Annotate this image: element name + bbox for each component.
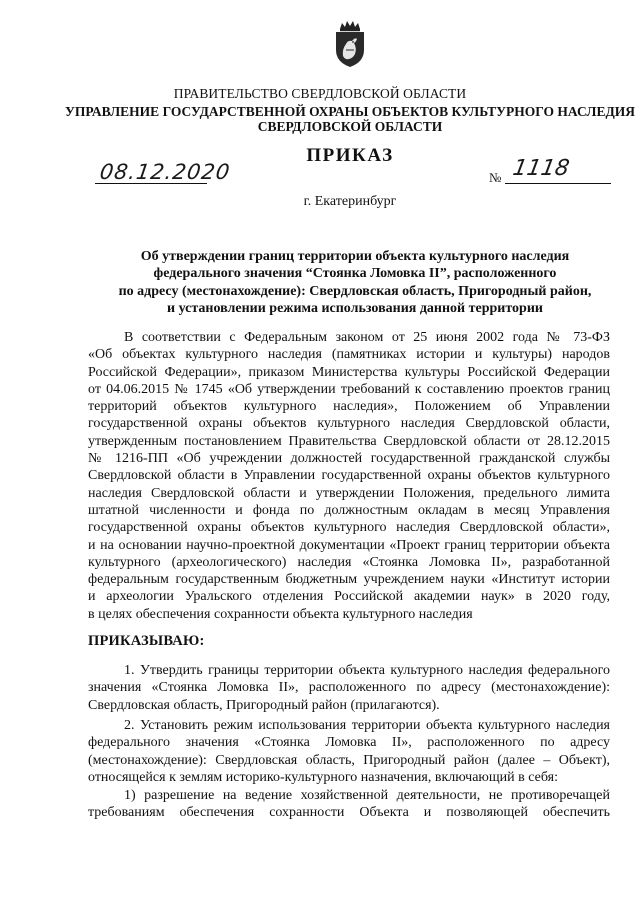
preamble-line: и археологии Уральского отделения Российской академии наук» в 2020 году, [88,589,610,605]
number-label: № [489,170,502,185]
subject-line: федерального значения “Стоянка Ломовка II”, расположенного [153,266,557,282]
preamble-line: утвержденным постановлением Правительства Свердловской области от 28.12.2015 [88,433,610,449]
department-line: УПРАВЛЕНИЕ ГОСУДАРСТВЕННОЙ ОХРАНЫ ОБЪЕКТОВ КУЛЬТУРНОГО НАСЛЕДИЯ [64,104,636,119]
order-subject [90,248,620,317]
preamble-line: государственной охраны объектов культурного наследия Свердловской области, [88,416,610,432]
number-underline [505,183,611,184]
coat-of-arms-icon [333,20,367,68]
department-name [60,104,640,134]
preamble-line: штатной численности и фонда по должностным окладам в месяц Управления [88,502,610,518]
preamble-line: наследия Свердловской области и утверждении Положения, предельного лимита [88,485,610,501]
preamble-line: В соответствии с Федеральным законом от 25 июня 2002 года № 73-ФЗ [124,330,610,345]
preamble-line: и на основании научно-проектной документации «Проект границ территории объекта [88,537,610,553]
item-line: Свердловская область, Пригородный район (прилагаются). [88,697,440,713]
order-word: ПРИКАЗЫВАЮ: [88,633,205,649]
order-item-2 [88,717,610,786]
item-line: федерального значения «Стоянка Ломовка II», расположенного по адресу [88,735,610,751]
item-line: относящейся к землям историко-культурного назначения, включающий в себя: [88,769,558,785]
document-type-title: ПРИКАЗ [306,145,394,166]
preamble-line: в целях обеспечения сохранности объекта культурного наследия [88,606,473,622]
preamble-line: Российской Федерации», приказом Министерства культуры Российской Федерации [88,364,610,380]
preamble-line: территорий объектов культурного наследия», Положением об Управлении [88,399,610,415]
department-line: СВЕРДЛОВСКОЙ ОБЛАСТИ [257,119,443,134]
item-line: значения «Стоянка Ломовка II», расположенного по адресу (местонахождение): [88,680,610,696]
preamble-line: № 1216-ПП «Об учреждении должностей государственной гражданской службы [88,451,610,467]
order-item-1 [88,662,610,714]
preamble-line: культурного (археологического) наследия «Стоянка Ломовка II», разработанной [88,554,610,570]
handwritten-date: 08.12.2020 [98,160,232,184]
subject-line: Об утверждении границ территории объекта культурного наследия [140,249,570,264]
preamble-paragraph [88,329,610,623]
city-name: г. Екатеринбург [303,194,397,209]
item-line: требованиям обеспечения сохранности Объекта и позволяющей обеспечить [88,805,610,821]
subject-line: и установлении режима использования данной территории [167,300,543,316]
item-line: 1. Утвердить границы территории объекта культурного наследия федерального [124,663,610,678]
preamble-line: «Об объектах культурного наследия (памятниках истории и культуры) народов [88,347,610,363]
preamble-line: от 04.06.2015 № 1745 «Об утверждении требований к составлению проектов границ [88,381,610,397]
preamble-line: Свердловской области в Управлении государственной охраны объектов культурного [88,468,610,484]
subject-line: по адресу (местонахождение): Свердловская область, Пригородный район, [118,283,592,299]
item-line: 2. Установить режим использования территории объекта культурного наследия [124,718,610,733]
handwritten-number: 1118 [510,156,572,181]
government-name: ПРАВИТЕЛЬСТВО СВЕРДЛОВСКОЙ ОБЛАСТИ [173,86,467,101]
preamble-line: федеральным государственным бюджетным учреждением науки «Институт истории [88,572,610,588]
item-line: 1) разрешение на ведение хозяйственной деятельности, не противоречащей [124,788,610,803]
item-line: (местонахождение): Свердловская область, Пригородный район (далее – Объект), [88,752,610,768]
order-subitem-1 [88,787,610,822]
date-underline [95,183,207,184]
preamble-line: государственной охраны объектов культурного наследия Свердловской области», [88,520,610,536]
